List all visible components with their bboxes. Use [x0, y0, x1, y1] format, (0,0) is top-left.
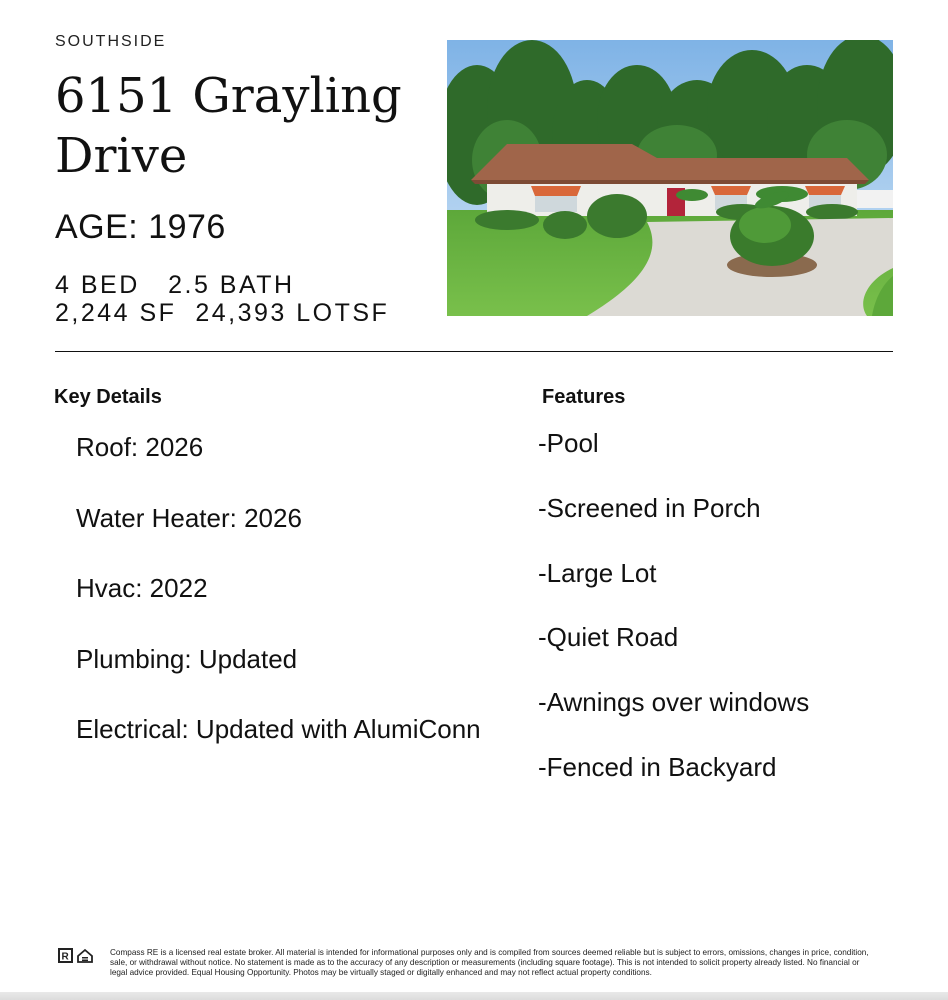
svg-text:R: R: [61, 951, 69, 963]
property-photo: [447, 40, 893, 316]
feature-item: -Fenced in Backyard: [538, 751, 777, 782]
property-stats: [55, 271, 389, 327]
features-title: Features: [542, 386, 626, 408]
key-detail-item: Roof: 2026: [76, 432, 204, 462]
section-divider: [55, 351, 893, 352]
realtor-logo-icon: [58, 948, 98, 970]
address-line-2: Drive: [55, 128, 188, 184]
legal-disclaimer: Compass RE is a licensed real estate broker. All material is intended for informational purposes only and is compiled from sources deemed reliable but is subject to errors, omissions, changes in price, condition, sale, or withdrawal without notice. No statement is made as to the accuracy of any description or measurements (including square footage). This is not intended to solicit property already listed. No financial or legal advice provided. Equal Housing Opportunity. Photos may be virtually staged or digitally enhanced and may not reflect actual property conditions.: [110, 948, 869, 977]
feature-item: -Awnings over windows: [538, 687, 810, 718]
house-photo-illustration: [447, 40, 893, 316]
bottom-scroll-strip: [0, 992, 948, 1000]
features-list: [538, 426, 809, 815]
footer-logos: [58, 948, 98, 970]
feature-item: -Pool: [538, 428, 599, 458]
key-details-title: Key Details: [54, 386, 162, 408]
feature-item: -Large Lot: [538, 557, 657, 588]
neighborhood-label: SOUTHSIDE: [55, 33, 167, 50]
feature-item: -Screened in Porch: [538, 492, 761, 523]
key-details-list: [76, 430, 481, 783]
key-detail-item: Plumbing: Updated: [76, 643, 298, 674]
address-line-1: 6151 Grayling: [55, 68, 402, 124]
beds-baths: 4 BED 2.5 BATH: [55, 271, 295, 299]
key-detail-item: Hvac: 2022: [76, 573, 208, 603]
key-detail-item: Electrical: Updated with AlumiConn: [76, 714, 481, 744]
square-footage: 2,244 SF 24,393 LOTSF: [55, 299, 390, 327]
property-age: AGE: 1976: [55, 208, 226, 246]
property-address: [55, 66, 402, 186]
feature-item: -Quiet Road: [538, 622, 679, 653]
key-detail-item: Water Heater: 2026: [76, 502, 302, 533]
